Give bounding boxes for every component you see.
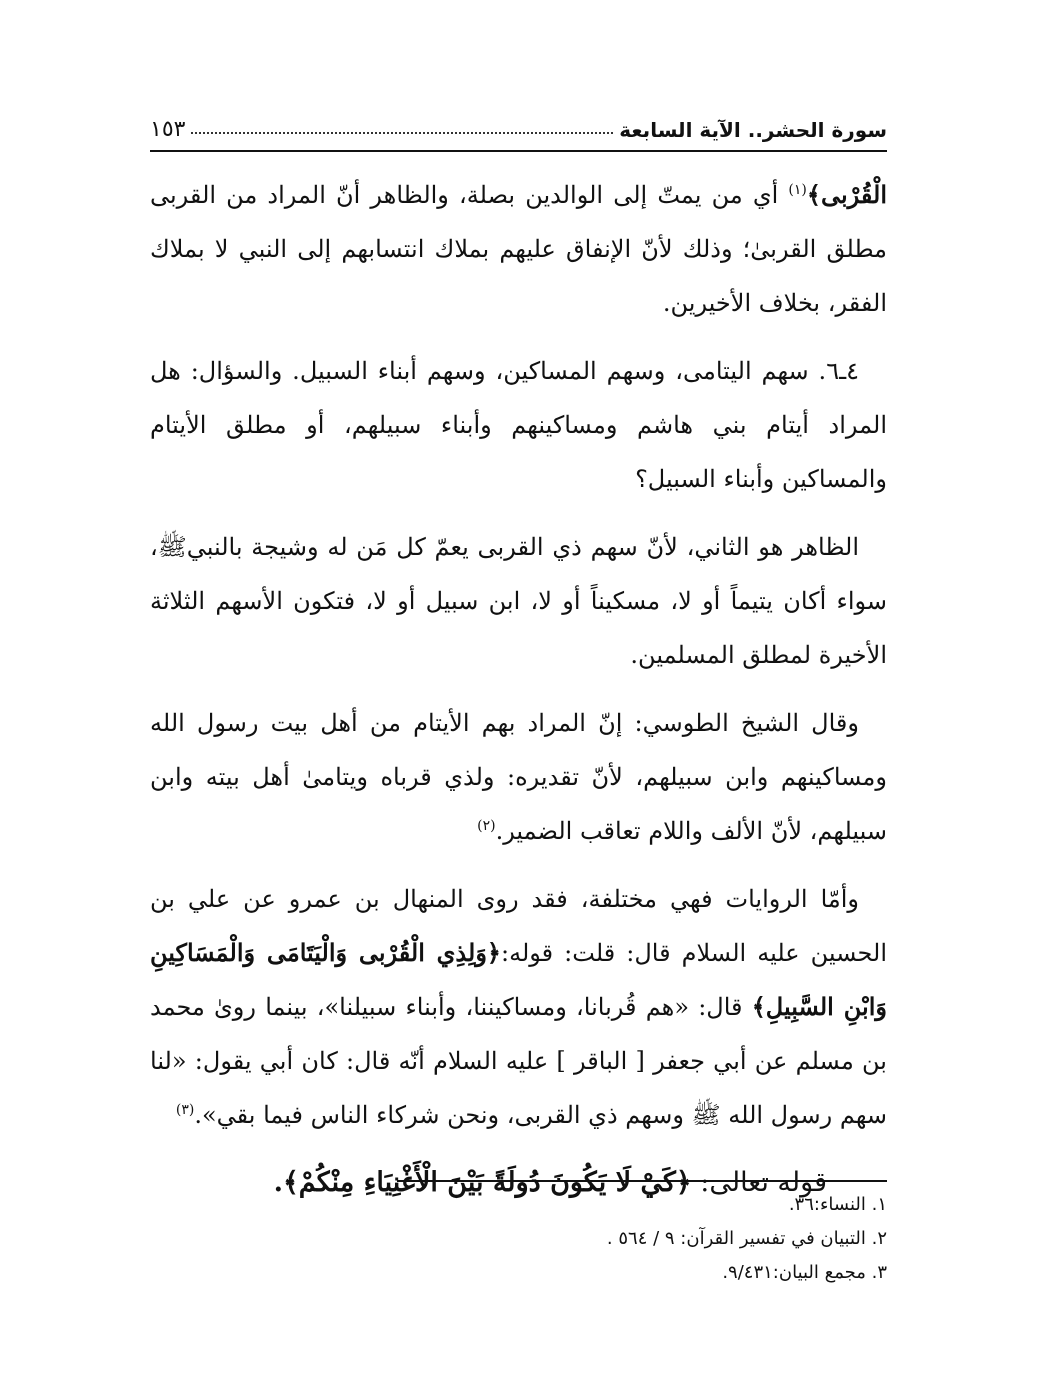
paragraph-5-part2: قال: «هم قُربانا، ومساكيننا، وأبناء سبيلنا»، بينما روىٰ محمد بن مسلم عن أبي جعفر [ الباقر ] عليه السلام أنّه قال: كان أبي يقول: «لنا سهم رسول الله ﷺ وسهم ذي القربى، ونحن شركاء الناس فيما بقي».: [150, 993, 887, 1129]
quran-verse-inline: ﴿وَلِذِي الْقُرْبى وَالْيَتَامَى وَالْمَسَاكِينِ وَابْنِ السَّبِيلِ﴾: [150, 938, 887, 1021]
footnotes: [150, 1188, 887, 1290]
paragraph-1-text: أي من يمتّ إلى الوالدين بصلة، والظاهر أنّ المراد من القربى مطلق القربىٰ؛ وذلك لأنّ الإنفاق عليهم بملاك انتسابهم إلى النبي لا بملاك الفقر، بخلاف الأخيرين.: [150, 181, 887, 317]
page-header: [150, 96, 887, 142]
verse-lead: قوله تعالى:: [691, 1167, 827, 1198]
running-title: سورة الحشر.. الآية السابعة: [619, 118, 887, 142]
footnote-ref-3: (٣): [175, 1102, 195, 1118]
verse-quran: ﴿كَيْ لَا يَكُونَ دُولَةً بَيْنَ الْأَغْنِيَاءِ مِنْكُمْ﴾.: [273, 1167, 692, 1198]
paragraph-5: [150, 872, 887, 1142]
footnote-3: ٣. مجمع البيان:٩/٤٣١.: [722, 1262, 887, 1283]
footnote-2: ٢. التبيان في تفسير القرآن: ٩ / ٥٦٤ .: [606, 1228, 887, 1249]
footnote-rule: [397, 1180, 887, 1182]
footnote-1: ١. النساء:٣٦.: [788, 1194, 887, 1215]
paragraph-1: [150, 168, 887, 330]
paragraph-4-text: وقال الشيخ الطوسي: إنّ المراد بهم الأيتام من أهل بيت رسول الله ومساكينهم وابن سبيلهم، لأنّ تقديره: ولذي قرباه ويتامىٰ أهل بيته وابن سبيلهم، لأنّ الألف واللام تعاقب الضمير.: [150, 709, 887, 845]
paragraph-2: ٤ـ٦. سهم اليتامى، وسهم المساكين، وسهم أبناء السبيل. والسؤال: هل المراد أيتام بني هاشم ومساكينهم وأبناء سبيلهم، أو مطلق الأيتام والمساكين وأبناء السبيل؟: [150, 357, 887, 493]
main-text: [150, 168, 887, 1224]
paragraph-3: الظاهر هو الثاني، لأنّ سهم ذي القربى يعمّ كل مَن له وشيجة بالنبيﷺ، سواء أكان يتيماً أو لا، مسكيناً أو لا، ابن سبيل أو لا، فتكون الأسهم الثلاثة الأخيرة لمطلق المسلمين.: [150, 533, 887, 669]
paragraph-4: [150, 696, 887, 858]
dotted-leader: [191, 132, 613, 134]
footnote-ref-2: (٢): [477, 818, 496, 834]
paragraph-5-part1: وأمّا الروايات فهي مختلفة، فقد روى المنهال بن عمرو عن علي بن الحسين‏ عليه السلام قال: قلت: قوله:: [150, 885, 888, 967]
page-number: ١٥٣: [150, 117, 186, 142]
header-rule: [150, 150, 887, 152]
quran-fragment: الْقُرْبى﴾: [806, 180, 887, 209]
footnote-ref-1: (١): [788, 182, 807, 198]
